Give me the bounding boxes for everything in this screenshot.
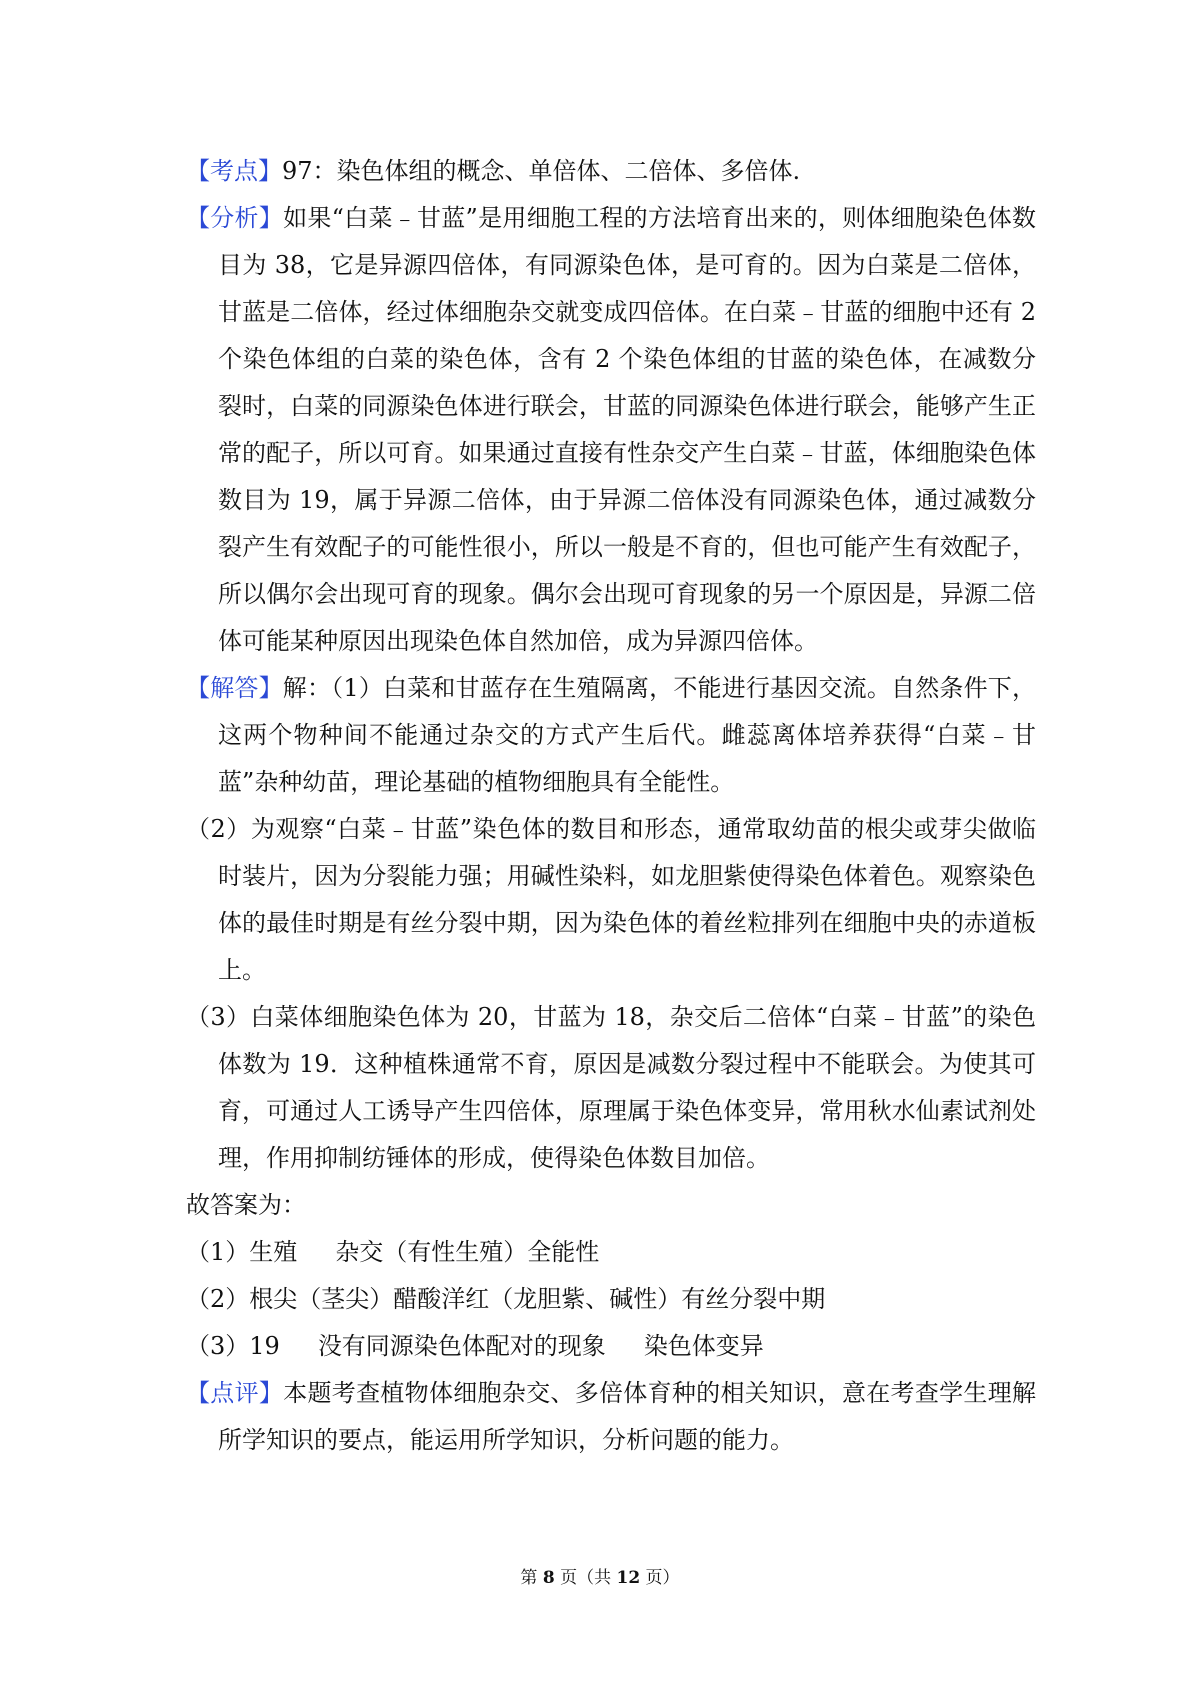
kaodian-tag: 【考点】 (186, 157, 282, 185)
answer-line-3-a: 没有同源染色体配对的现象 (317, 1332, 606, 1360)
jieda-part-2: （2）为观察“白菜﹣甘蓝”染色体的数目和形态，通常取幼苗的根尖或芽尖做临时装片，因为分裂能力强；用碱性染料，如龙胆紫使得染色体着色。观察染色体的最佳时期是有丝分裂中期，因为染色体的着丝粒排列在细胞中央的赤道板上。 (186, 815, 1036, 984)
footer-middle: 页（共 (554, 1568, 617, 1588)
answer-line-3 (186, 1323, 1036, 1370)
footer-prefix: 第 (520, 1568, 543, 1588)
fenxi-paragraph (186, 195, 1036, 665)
footer-page-number: 8 (542, 1568, 555, 1588)
page-footer (0, 1566, 1200, 1590)
answer-line-1 (186, 1229, 1036, 1276)
fenxi-text: 如果“白菜﹣甘蓝”是用细胞工程的方法培育出来的，则体细胞染色体数目为 38，它是异源四倍体，有同源染色体，是可育的。因为白菜是二倍体，甘蓝是二倍体，经过体细胞杂交就变成四倍体。在白菜﹣甘蓝的细胞中还有 2 个染色体组的白菜的染色体，含有 2 个染色体组的甘蓝的染色体，在减数分裂时，白菜的同源染色体进行联会，甘蓝的同源染色体进行联会，能够产生正常的配子，所以可育。如果通过直接有性杂交产生白菜﹣甘蓝，体细胞染色体数目为 19，属于异源二倍体，由于异源二倍体没有同源染色体，通过减数分裂产生有效配子的可能性很小，所以一般是不育的，但也可能产生有效配子，所以偶尔会出现可育的现象。偶尔会出现可育现象的另一个原因是，异源二倍体可能某种原因出现染色体自然加倍，成为异源四倍体。 (218, 204, 1037, 655)
kaodian-paragraph (186, 148, 1036, 195)
footer-suffix: 页） (640, 1568, 680, 1588)
document-body (186, 148, 1036, 1464)
jieda-part-3: （3）白菜体细胞染色体为 20，甘蓝为 18，杂交后二倍体“白菜﹣甘蓝”的染色体数为 19．这种植株通常不育，原因是减数分裂过程中不能联会。为使其可育，可通过人工诱导产生四倍体，原理属于染色体变异，常用秋水仙素试剂处理，作用抑制纺锤体的形成，使得染色体数目加倍。 (186, 1003, 1036, 1172)
kaodian-text: 97：染色体组的概念、单倍体、二倍体、多倍体. (282, 157, 801, 185)
jieda-paragraph (186, 665, 1036, 806)
answer-intro: 故答案为： (186, 1191, 306, 1219)
dianping-text: 本题考查植物体细胞杂交、多倍体育种的相关知识，意在考查学生理解所学知识的要点，能运用所学知识，分析问题的能力。 (218, 1379, 1037, 1454)
answer-line-1-a: 杂交（有性生殖）全能性 (335, 1238, 600, 1266)
jieda-text: 解：（1）白菜和甘蓝存在生殖隔离，不能进行基因交流。自然条件下，这两个物种间不能通过杂交的方式产生后代。雌蕊离体培养获得“白菜﹣甘蓝”杂种幼苗，理论基础的植物细胞具有全能性。 (218, 674, 1036, 796)
footer-total-pages: 12 (616, 1568, 641, 1588)
answer-line-2: （2）根尖（茎尖）醋酸洋红（龙胆紫、碱性）有丝分裂中期 (186, 1285, 826, 1313)
fenxi-tag: 【分析】 (186, 204, 284, 232)
dianping-paragraph (186, 1370, 1036, 1464)
jieda-tag: 【解答】 (186, 674, 283, 702)
dianping-tag: 【点评】 (186, 1379, 284, 1407)
answer-line-3-label: （3）19 (186, 1332, 280, 1360)
answer-line-3-b: 染色体变异 (643, 1332, 764, 1360)
answer-line-1-label: （1）生殖 (186, 1238, 298, 1266)
